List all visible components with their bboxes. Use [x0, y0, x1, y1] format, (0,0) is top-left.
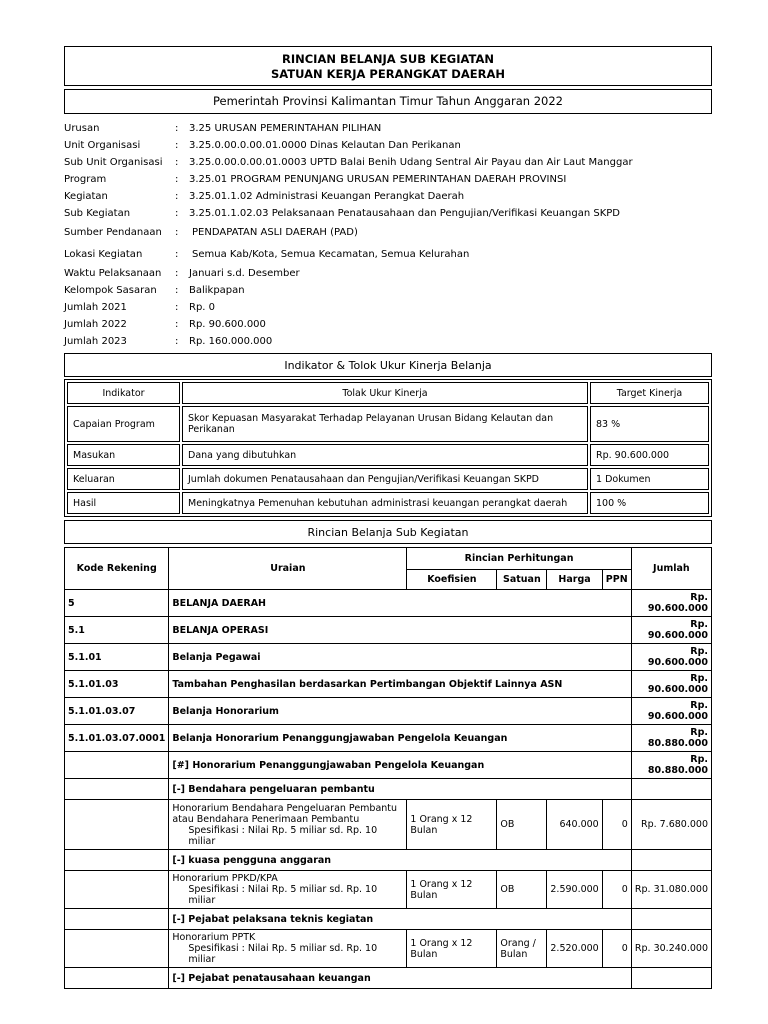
jumlah-cell: Rp. 90.600.000	[631, 671, 711, 698]
jumlah-cell: Rp. 80.880.000	[631, 725, 711, 752]
col-ppn: PPN	[602, 570, 631, 590]
col-jumlah: Jumlah	[631, 548, 711, 590]
item-harga: 640.000	[547, 800, 602, 850]
info-value: Rp. 0	[189, 302, 216, 313]
info-colon: :	[175, 302, 179, 313]
info-row	[64, 316, 712, 333]
subgroup-label: [-] Pejabat penatausahaan keuangan	[169, 968, 631, 989]
info-colon: :	[175, 336, 179, 347]
account-row	[65, 590, 712, 617]
info-row	[64, 282, 712, 299]
info-section	[64, 120, 712, 350]
kode-cell: 5.1	[65, 617, 169, 644]
item-uraian	[169, 930, 407, 968]
info-label: Unit Organisasi	[64, 140, 141, 151]
info-value: Balikpapan	[189, 285, 245, 296]
item-name: Honorarium PPKD/KPA	[172, 873, 278, 884]
col-uraian: Uraian	[169, 548, 407, 590]
tolok-cell: Dana yang dibutuhkan	[182, 444, 588, 466]
info-colon: :	[175, 268, 179, 279]
info-colon: :	[175, 157, 179, 168]
col-koefisien: Koefisien	[407, 570, 497, 590]
subgroup-row	[65, 779, 712, 800]
account-row	[65, 617, 712, 644]
info-value: 3.25.01 PROGRAM PENUNJANG URUSAN PEMERINTAHAN DAERAH PROVINSI	[189, 174, 567, 185]
tolok-cell: Meningkatnya Pemenuhan kebutuhan administrasi keuangan perangkat daerah	[182, 492, 588, 514]
uraian-cell: Tambahan Penghasilan berdasarkan Pertimbangan Objektif Lainnya ASN	[169, 671, 631, 698]
item-jumlah: Rp. 7.680.000	[631, 800, 711, 850]
kode-cell: 5	[65, 590, 169, 617]
subgroup-label: [-] Pejabat pelaksana teknis kegiatan	[169, 909, 631, 930]
account-row	[65, 698, 712, 725]
item-spec: Spesifikasi : Nilai Rp. 5 miliar sd. Rp. 10 miliar	[188, 943, 378, 965]
info-label: Sub Kegiatan	[64, 208, 131, 219]
item-row	[65, 871, 712, 909]
title-line-1: RINCIAN BELANJA SUB KEGIATAN	[281, 52, 495, 66]
info-colon: :	[175, 285, 179, 296]
item-uraian	[169, 800, 407, 850]
uraian-cell: Belanja Pegawai	[169, 644, 631, 671]
item-jumlah: Rp. 30.240.000	[631, 930, 711, 968]
tolok-cell: Jumlah dokumen Penatausahaan dan Pengujian/Verifikasi Keuangan SKPD	[182, 468, 588, 490]
indikator-cell: Masukan	[67, 444, 180, 466]
uraian-cell: Belanja Honorarium	[169, 698, 631, 725]
info-label: Jumlah 2023	[64, 336, 127, 347]
col-target: Target Kinerja	[590, 382, 709, 404]
satuan-line: Orang /	[500, 937, 536, 949]
item-spec: Spesifikasi : Nilai Rp. 5 miliar sd. Rp. 10 miliar	[188, 884, 378, 906]
item-ppn: 0	[602, 800, 631, 850]
indikator-cell: Keluaran	[67, 468, 180, 490]
indikator-cell: Hasil	[67, 492, 180, 514]
table-row	[67, 406, 709, 442]
kode-cell: 5.1.01	[65, 644, 169, 671]
account-row	[65, 644, 712, 671]
col-kode-rekening: Kode Rekening	[65, 548, 169, 590]
kode-cell: 5.1.01.03	[65, 671, 169, 698]
item-name: Honorarium Bendahara Pengeluaran Pembantu	[172, 802, 398, 814]
item-row	[65, 930, 712, 968]
item-name: atau Bendahara Penerimaan Pembantu	[172, 813, 360, 825]
info-label: Waktu Pelaksanaan	[64, 268, 162, 279]
uraian-cell: Belanja Honorarium Penanggungjawaban Pengelola Keuangan	[169, 725, 631, 752]
item-koefisien	[407, 871, 497, 909]
info-row	[64, 205, 712, 222]
info-row	[64, 246, 712, 263]
subgroup-label: [-] kuasa pengguna anggaran	[169, 850, 631, 871]
item-ppn: 0	[602, 930, 631, 968]
document-page	[64, 46, 712, 989]
info-value: Rp. 160.000.000	[189, 336, 273, 347]
info-value: Januari s.d. Desember	[189, 268, 300, 279]
koefisien-line: 1 Orang x 12	[410, 937, 473, 949]
subgroup-row	[65, 909, 712, 930]
info-value: 3.25 URUSAN PEMERINTAHAN PILIHAN	[189, 123, 382, 134]
table-header-row	[67, 382, 709, 404]
info-row	[64, 120, 712, 137]
info-value: 3.25.01.1.02 Administrasi Keuangan Perangkat Daerah	[189, 191, 465, 202]
target-cell: Rp. 90.600.000	[590, 444, 709, 466]
item-satuan	[497, 930, 547, 968]
info-value: Semua Kab/Kota, Semua Kecamatan, Semua Kelurahan	[192, 249, 470, 260]
indikator-cell: Capaian Program	[67, 406, 180, 442]
group-uraian: [#] Honorarium Penanggungjawaban Pengelola Keuangan	[169, 752, 631, 779]
col-satuan: Satuan	[497, 570, 547, 590]
satuan-line: Bulan	[500, 948, 528, 960]
item-row	[65, 800, 712, 850]
info-colon: :	[175, 249, 179, 260]
info-row	[64, 154, 712, 171]
item-name: Honorarium PPTK	[172, 932, 256, 943]
info-label: Kegiatan	[64, 191, 108, 202]
info-label: Jumlah 2022	[64, 319, 127, 330]
info-row	[64, 224, 712, 241]
indikator-table	[64, 379, 712, 517]
col-indikator: Indikator	[67, 382, 180, 404]
kode-cell: 5.1.01.03.07	[65, 698, 169, 725]
uraian-cell: BELANJA OPERASI	[169, 617, 631, 644]
col-rincian-perhitungan: Rincian Perhitungan	[407, 548, 631, 570]
info-colon: :	[175, 174, 179, 185]
info-label: Sub Unit Organisasi	[64, 157, 163, 168]
info-label: Jumlah 2021	[64, 302, 127, 313]
title-line-2: SATUAN KERJA PERANGKAT DAERAH	[270, 67, 505, 81]
info-row	[64, 299, 712, 316]
info-label: Urusan	[64, 123, 100, 134]
item-jumlah: Rp. 31.080.000	[631, 871, 711, 909]
uraian-cell: BELANJA DAERAH	[169, 590, 631, 617]
info-value: 3.25.0.00.0.00.01.0000 Dinas Kelautan Dan Perikanan	[189, 140, 461, 151]
info-label: Program	[64, 174, 107, 185]
indikator-heading: Indikator & Tolok Ukur Kinerja Belanja	[64, 353, 712, 377]
jumlah-cell: Rp. 90.600.000	[631, 698, 711, 725]
table-row	[67, 492, 709, 514]
subgroup-label: [-] Bendahara pengeluaran pembantu	[169, 779, 631, 800]
info-label: Lokasi Kegiatan	[64, 249, 143, 260]
item-harga: 2.520.000	[547, 930, 602, 968]
info-row	[64, 188, 712, 205]
table-row	[67, 468, 709, 490]
jumlah-cell: Rp. 90.600.000	[631, 617, 711, 644]
info-row	[64, 333, 712, 350]
group-row	[65, 752, 712, 779]
info-colon: :	[175, 319, 179, 330]
table-header-row	[65, 548, 712, 570]
info-row	[64, 265, 712, 282]
item-harga: 2.590.000	[547, 871, 602, 909]
item-satuan: OB	[497, 800, 547, 850]
koefisien-line: 1 Orang x 12	[410, 813, 473, 825]
account-row	[65, 725, 712, 752]
group-jumlah: Rp. 80.880.000	[631, 752, 711, 779]
info-value: 3.25.01.1.02.03 Pelaksanaan Penatausahaan dan Pengujian/Verifikasi Keuangan SKPD	[189, 208, 620, 219]
info-value: 3.25.0.00.0.00.01.0003 UPTD Balai Benih Udang Sentral Air Payau dan Air Laut Manggar	[189, 157, 633, 168]
target-cell: 83 %	[590, 406, 709, 442]
info-colon: :	[175, 140, 179, 151]
subgroup-row	[65, 850, 712, 871]
koefisien-line: Bulan	[410, 889, 438, 901]
rincian-table	[64, 547, 712, 989]
account-row	[65, 671, 712, 698]
col-tolok-ukur: Tolak Ukur Kinerja	[182, 382, 588, 404]
info-value: Rp. 90.600.000	[189, 319, 266, 330]
col-harga: Harga	[547, 570, 602, 590]
info-value: PENDAPATAN ASLI DAERAH (PAD)	[192, 227, 358, 238]
info-row	[64, 137, 712, 154]
item-spec: Spesifikasi : Nilai Rp. 5 miliar sd. Rp. 10 miliar	[188, 824, 378, 847]
item-uraian	[169, 871, 407, 909]
info-label: Kelompok Sasaran	[64, 285, 157, 296]
tolok-cell: Skor Kepuasan Masyarakat Terhadap Pelayanan Urusan Bidang Kelautan dan Perikanan	[182, 406, 588, 442]
item-ppn: 0	[602, 871, 631, 909]
table-row	[67, 444, 709, 466]
info-colon: :	[175, 123, 179, 134]
kode-cell: 5.1.01.03.07.0001	[65, 725, 169, 752]
item-koefisien	[407, 800, 497, 850]
document-title	[64, 46, 712, 86]
target-cell: 1 Dokumen	[590, 468, 709, 490]
jumlah-cell: Rp. 90.600.000	[631, 590, 711, 617]
info-colon: :	[175, 191, 179, 202]
koefisien-line: Bulan	[410, 948, 438, 960]
rincian-heading: Rincian Belanja Sub Kegiatan	[64, 520, 712, 544]
koefisien-line: Bulan	[410, 824, 438, 836]
item-satuan: OB	[497, 871, 547, 909]
info-label: Sumber Pendanaan	[64, 227, 162, 238]
koefisien-line: 1 Orang x 12	[410, 878, 473, 890]
subgroup-row	[65, 968, 712, 989]
document-subtitle: Pemerintah Provinsi Kalimantan Timur Tahun Anggaran 2022	[64, 89, 712, 114]
jumlah-cell: Rp. 90.600.000	[631, 644, 711, 671]
info-colon: :	[175, 227, 179, 238]
item-koefisien	[407, 930, 497, 968]
target-cell: 100 %	[590, 492, 709, 514]
info-row	[64, 171, 712, 188]
info-colon: :	[175, 208, 179, 219]
